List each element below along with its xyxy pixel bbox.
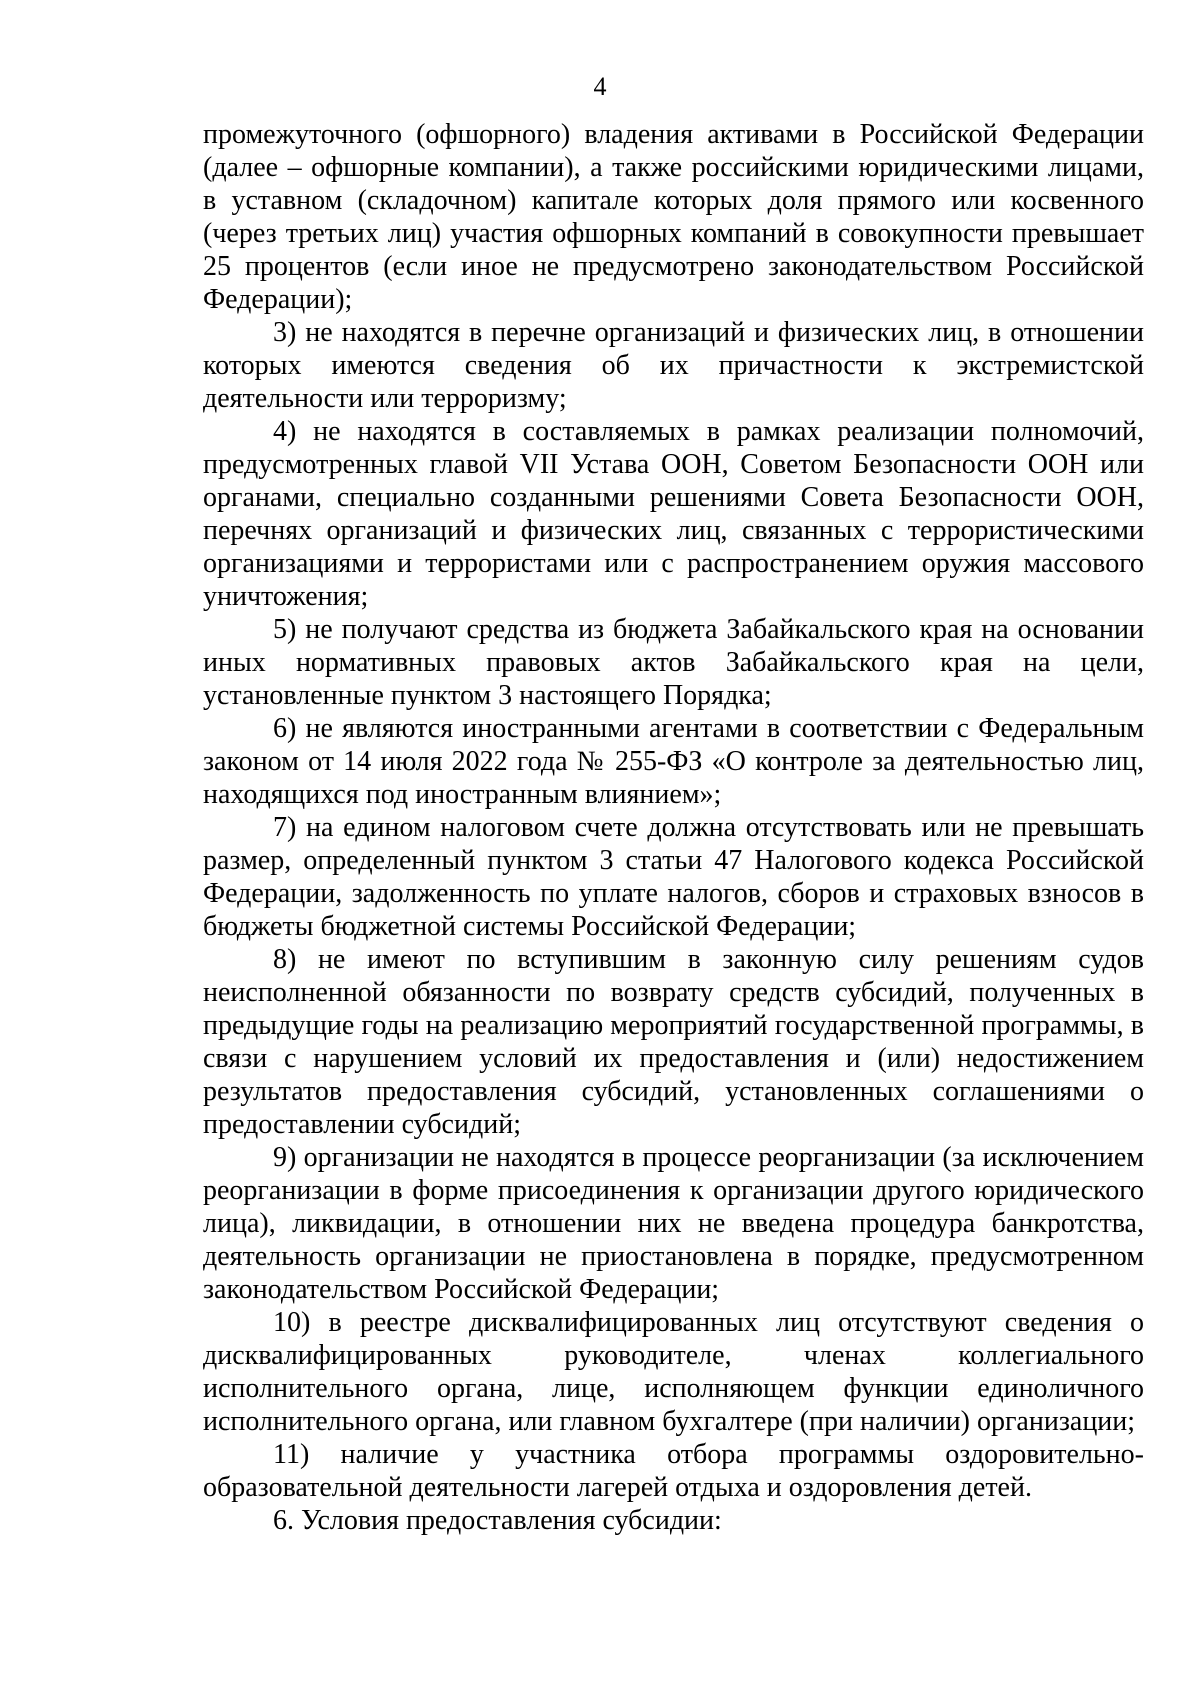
document-body bbox=[203, 118, 1144, 1537]
list-item-9: 9) организации не находятся в процессе реорганизации (за исключением реорганизации в форме присоединения к организации другого юридического лица), ликвидации, в отношении них не введена процедура банкротства, деятельность организации не приостановлена в порядке, предусмотренном законодательством Российской Федерации; bbox=[203, 1142, 1144, 1305]
list-item-5: 5) не получают средства из бюджета Забайкальского края на основании иных нормативных правовых актов Забайкальского края на цели, установленные пунктом 3 настоящего Порядка; bbox=[203, 614, 1144, 711]
list-item-7: 7) на едином налоговом счете должна отсутствовать или не превышать размер, определенный пунктом 3 статьи 47 Налогового кодекса Российской Федерации, задолженность по уплате налогов, сборов и страховых взносов в бюджеты бюджетной системы Российской Федерации; bbox=[203, 812, 1144, 942]
list-item-4: 4) не находятся в составляемых в рамках реализации полномочий, предусмотренных главой VII Устава ООН, Советом Безопасности ООН или органами, специально созданными решениями Совета Безопасности ООН, перечнях организаций и физических лиц, связанных с террористическими организациями и террористами или с распространением оружия массового уничтожения; bbox=[203, 416, 1144, 612]
section-heading-6: 6. Условия предоставления субсидии: bbox=[273, 1505, 722, 1536]
list-item-11: 11) наличие у участника отбора программы оздоровительно-образовательной деятельности лагерей отдыха и оздоровления детей. bbox=[203, 1439, 1144, 1503]
list-item-10: 10) в реестре дисквалифицированных лиц отсутствуют сведения о дисквалифицированных руководителе, членах коллегиального исполнительного органа, лице, исполняющем функции единоличного исполнительного органа, или главном бухгалтере (при наличии) организации; bbox=[203, 1307, 1144, 1437]
list-item-3: 3) не находятся в перечне организаций и физических лиц, в отношении которых имеются сведения об их причастности к экстремистской деятельности или терроризму; bbox=[203, 317, 1144, 414]
page-number: 4 bbox=[593, 72, 607, 101]
paragraph-continuation: промежуточного (офшорного) владения активами в Российской Федерации (далее – офшорные компании), а также российскими юридическими лицами, в уставном (складочном) капитале которых доля прямого или косвенного (через третьих лиц) участия офшорных компаний в совокупности превышает 25 процентов (если иное не предусмотрено законодательством Российской Федерации); bbox=[203, 119, 1144, 315]
list-item-6: 6) не являются иностранными агентами в соответствии с Федеральным законом от 14 июля 2022 года № 255-ФЗ «О контроле за деятельностью лиц, находящихся под иностранным влиянием»; bbox=[203, 713, 1144, 810]
list-item-8: 8) не имеют по вступившим в законную силу решениям судов неисполненной обязанности по возврату средств субсидий, полученных в предыдущие годы на реализацию мероприятий государственной программы, в связи с нарушением условий их предоставления и (или) недостижением результатов предоставления субсидий, установленных соглашениями о предоставлении субсидий; bbox=[203, 944, 1144, 1140]
